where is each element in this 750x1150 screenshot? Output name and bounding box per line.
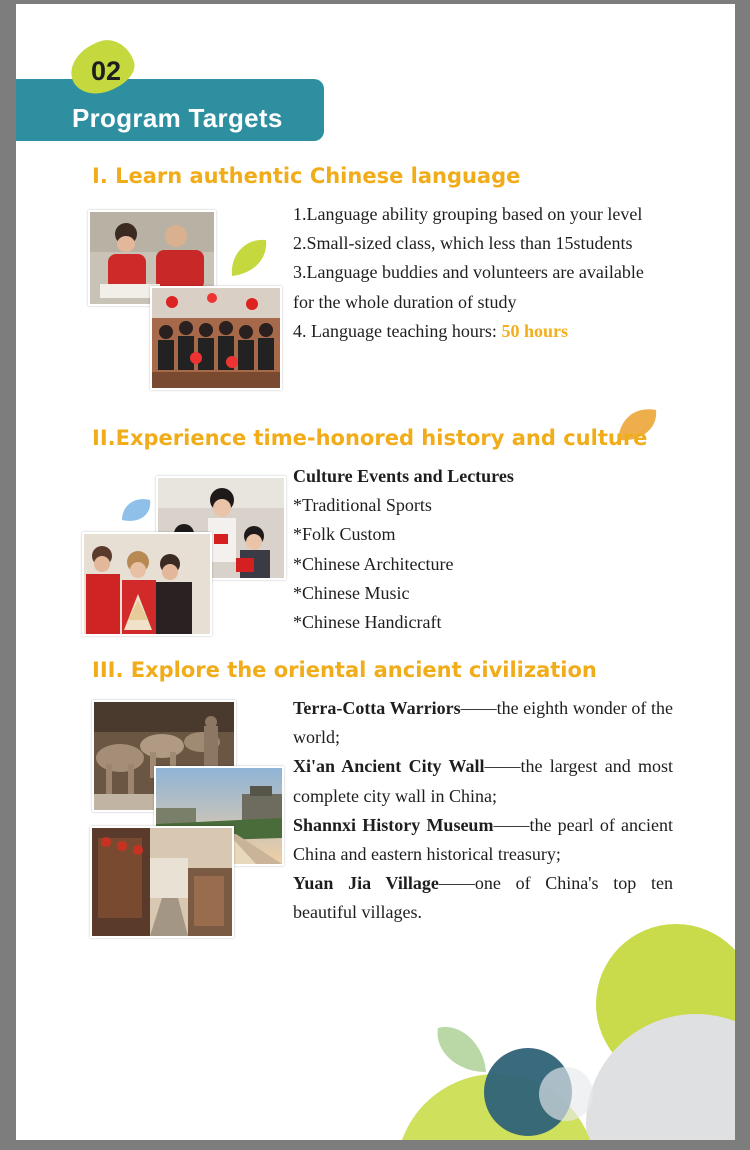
decorative-circles (376, 904, 735, 1140)
section-1-line-2: 2.Small-sized class, which less than 15students (293, 233, 633, 254)
site-desc: ——the eighth wonder of the world; (293, 698, 673, 748)
site-name: Yuan Jia Village (293, 873, 439, 894)
culture-item: *Chinese Handicraft (293, 612, 442, 633)
site-name: Terra-Cotta Warriors (293, 698, 461, 718)
site-desc: ——one of China's top ten beautiful villages. (293, 873, 673, 923)
photo-group-celebration (150, 286, 282, 390)
section-number: 02 (90, 56, 122, 86)
section-1-line-1: 1.Language ability grouping based on your level (293, 204, 643, 224)
section-1-heading: I. Learn authentic Chinese language (92, 164, 521, 188)
site-entry (293, 752, 673, 810)
title-banner (16, 79, 324, 141)
hours-value: 50 hours (501, 320, 568, 341)
site-name: Xi'an Ancient City Wall (293, 756, 485, 777)
culture-item: *Folk Custom (293, 524, 396, 545)
site-desc: ——the largest and most complete city wall in China; (293, 756, 674, 806)
blue-leaf-icon (120, 494, 154, 524)
culture-item: *Traditional Sports (293, 495, 432, 516)
green-leaf-icon (226, 236, 270, 280)
section-3-heading: III. Explore the oriental ancient civilization (92, 658, 597, 682)
site-entry (293, 811, 673, 869)
site-entry (293, 694, 673, 752)
section-3-text (293, 694, 673, 928)
page-title: Program Targets (72, 103, 283, 133)
culture-item: *Chinese Architecture (293, 553, 454, 574)
photo-students-christmas (82, 532, 212, 636)
section-1-line-4: for the whole duration of study (293, 291, 517, 312)
section-1-line-3: 3.Language buddies and volunteers are available (293, 262, 644, 283)
culture-item: *Chinese Music (293, 582, 410, 603)
section-1-line-5 (293, 317, 644, 346)
section-2-heading: II.Experience time-honored history and culture (92, 426, 648, 450)
section-2-text (293, 462, 514, 637)
photo-ancient-village-street (90, 826, 234, 938)
section-1-text (293, 200, 644, 346)
culture-subtitle: Culture Events and Lectures (293, 466, 514, 486)
site-name: Shannxi History Museum (293, 814, 494, 835)
site-desc: ——the pearl of ancient China and eastern historical treasury; (293, 814, 673, 865)
brochure-page (16, 4, 735, 1140)
hours-label: 4. Language teaching hours: (293, 320, 502, 341)
